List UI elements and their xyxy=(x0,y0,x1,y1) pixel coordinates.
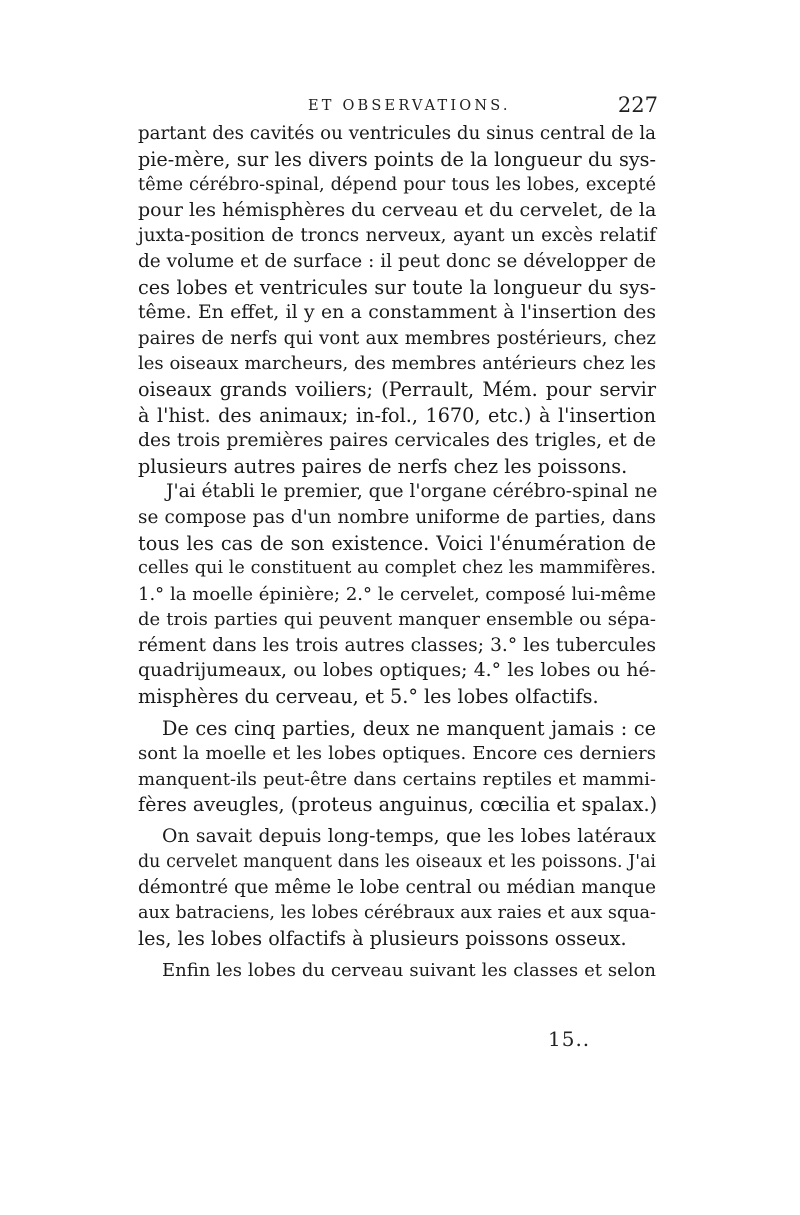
text-line: juxta-position de troncs nerveux, ayant un excès relatif xyxy=(138,225,656,247)
text-line: tême cérébro-spinal, dépend pour tous les lobes, excepté xyxy=(138,174,656,196)
text-line: pour les hémisphères du cerveau et du cervelet, de la xyxy=(138,198,657,221)
text-line: quadrijumeaux, ou lobes optiques; 4.° les lobes ou hé- xyxy=(138,660,656,682)
text-line: celles qui le constituent au complet chez les mammifères. xyxy=(138,558,656,579)
text-line: paires de nerfs qui vont aux membres postérieurs, chez xyxy=(138,327,656,349)
text-line: se compose pas d'un nombre uniforme de parties, dans xyxy=(138,506,656,528)
text-line: démontré que même le lobe central ou médian manque xyxy=(138,877,656,899)
text-line: De ces cinq parties, deux ne manquent jamais : ce xyxy=(162,716,656,740)
running-title: ET OBSERVATIONS. xyxy=(308,98,511,114)
body-text xyxy=(138,121,656,984)
page-number: 227 xyxy=(617,93,658,117)
text-line: de volume et de surface : il peut donc se développer de xyxy=(138,250,656,272)
text-line: 1.° la moelle épinière; 2.° le cervelet, composé lui-même xyxy=(138,583,656,605)
text-line: fères aveugles, (proteus anguinus, cœcilia et spalax.) xyxy=(138,793,658,817)
text-line: tous les cas de son existence. Voici l'énumération de xyxy=(138,531,656,555)
text-line: partant des cavités ou ventricules du sinus central de la xyxy=(138,123,656,144)
text-line: du cervelet manquent dans les oiseaux et les poissons. J'ai xyxy=(138,851,656,872)
text-line: ces lobes et ventricules sur toute la longueur du sys- xyxy=(138,275,656,299)
text-line: aux batraciens, les lobes cérébraux aux raies et aux squa- xyxy=(138,902,656,923)
text-line: les oiseaux marcheurs, des membres antérieurs chez les xyxy=(138,353,656,375)
text-line: tême. En effet, il y en a constamment à l'insertion des xyxy=(138,302,656,324)
text-line: sont la moelle et les lobes optiques. Encore ces derniers xyxy=(138,743,656,765)
signature-mark: 15.. xyxy=(548,1027,591,1051)
text-line: oiseaux grands voiliers; (Perrault, Mém. pour servir xyxy=(138,377,656,401)
text-line: J'ai établi le premier, que l'organe cérébro-spinal ne xyxy=(166,481,658,503)
text-line: à l'hist. des animaux; in-fol., 1670, etc.) à l'insertion xyxy=(138,403,656,427)
text-line: rément dans les trois autres classes; 3.° les tubercules xyxy=(138,634,656,656)
text-line: Enfin les lobes du cerveau suivant les classes et selon xyxy=(162,960,656,981)
text-line: de trois parties qui peuvent manquer ensemble ou sépa- xyxy=(138,609,656,631)
text-line: manquent-ils peut-être dans certains reptiles et mammi- xyxy=(138,768,656,790)
running-head xyxy=(138,93,658,120)
text-line: plusieurs autres paires de nerfs chez les poissons. xyxy=(138,454,628,478)
text-line: les, les lobes olfactifs à plusieurs poissons osseux. xyxy=(138,927,627,951)
text-line: On savait depuis long-temps, que les lobes latéraux xyxy=(162,826,656,848)
text-line: des trois premières paires cervicales des trigles, et de xyxy=(138,430,656,452)
text-line: pie-mère, sur les divers points de la longueur du sys- xyxy=(138,147,656,171)
text-line: misphères du cerveau, et 5.° les lobes olfactifs. xyxy=(138,685,599,709)
